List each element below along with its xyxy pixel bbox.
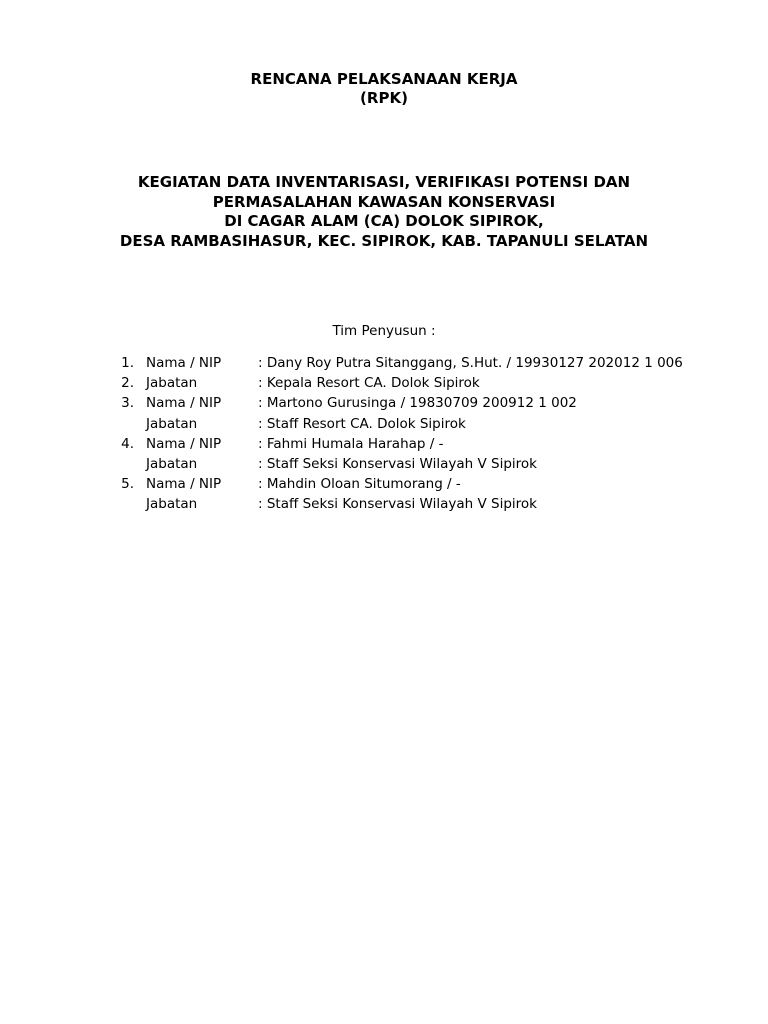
subject-line: PERMASALAHAN KAWASAN KONSERVASI <box>212 192 556 211</box>
row-number: 3. <box>121 395 134 412</box>
row-value: : Fahmi Humala Harahap / - <box>258 435 444 452</box>
row-label: Nama / NIP <box>146 355 222 371</box>
row-value: : Martono Gurusinga / 19830709 200912 1 002 <box>258 395 577 412</box>
row-label: Jabatan <box>146 415 198 432</box>
team-row <box>0 393 768 413</box>
team-list <box>0 353 768 515</box>
subject-line: DESA RAMBASIHASUR, KEC. SIPIROK, KAB. TAPANULI SELATAN <box>119 231 649 250</box>
row-value: : Mahdin Oloan Situmorang / - <box>258 476 461 493</box>
row-value: : Staff Resort CA. Dolok Sipirok <box>258 415 466 432</box>
row-value: : Kepala Resort CA. Dolok Sipirok <box>258 375 480 392</box>
document-subject <box>0 173 768 251</box>
row-value: : Staff Seksi Konservasi Wilayah V Sipirok <box>258 455 537 472</box>
team-row <box>0 454 768 474</box>
row-label: Nama / NIP <box>146 476 222 493</box>
row-number: 5. <box>121 476 134 493</box>
document-title <box>0 70 768 108</box>
row-number: 2. <box>121 375 134 392</box>
subject-line: DI CAGAR ALAM (CA) DOLOK SIPIROK, <box>224 212 544 230</box>
title-line: (RPK) <box>360 89 408 107</box>
team-row <box>0 353 768 373</box>
row-value: : Dany Roy Putra Sitanggang, S.Hut. / 19930127 202012 1 006 <box>258 355 683 371</box>
row-label: Nama / NIP <box>146 435 222 452</box>
row-number: 1. <box>121 355 134 371</box>
subject-line: KEGIATAN DATA INVENTARISASI, VERIFIKASI POTENSI DAN <box>137 173 631 191</box>
team-row <box>0 494 768 514</box>
row-label: Nama / NIP <box>146 395 222 412</box>
row-label: Jabatan <box>146 455 198 472</box>
team-heading: Tim Penyusun : <box>332 323 436 339</box>
team-row <box>0 414 768 434</box>
team-row <box>0 434 768 454</box>
row-label: Jabatan <box>146 496 198 513</box>
row-number: 4. <box>121 435 134 452</box>
row-label: Jabatan <box>146 375 198 392</box>
row-value: : Staff Seksi Konservasi Wilayah V Sipirok <box>258 496 537 513</box>
team-row <box>0 474 768 494</box>
title-line: RENCANA PELAKSANAAN KERJA <box>250 70 518 88</box>
team-row <box>0 373 768 393</box>
